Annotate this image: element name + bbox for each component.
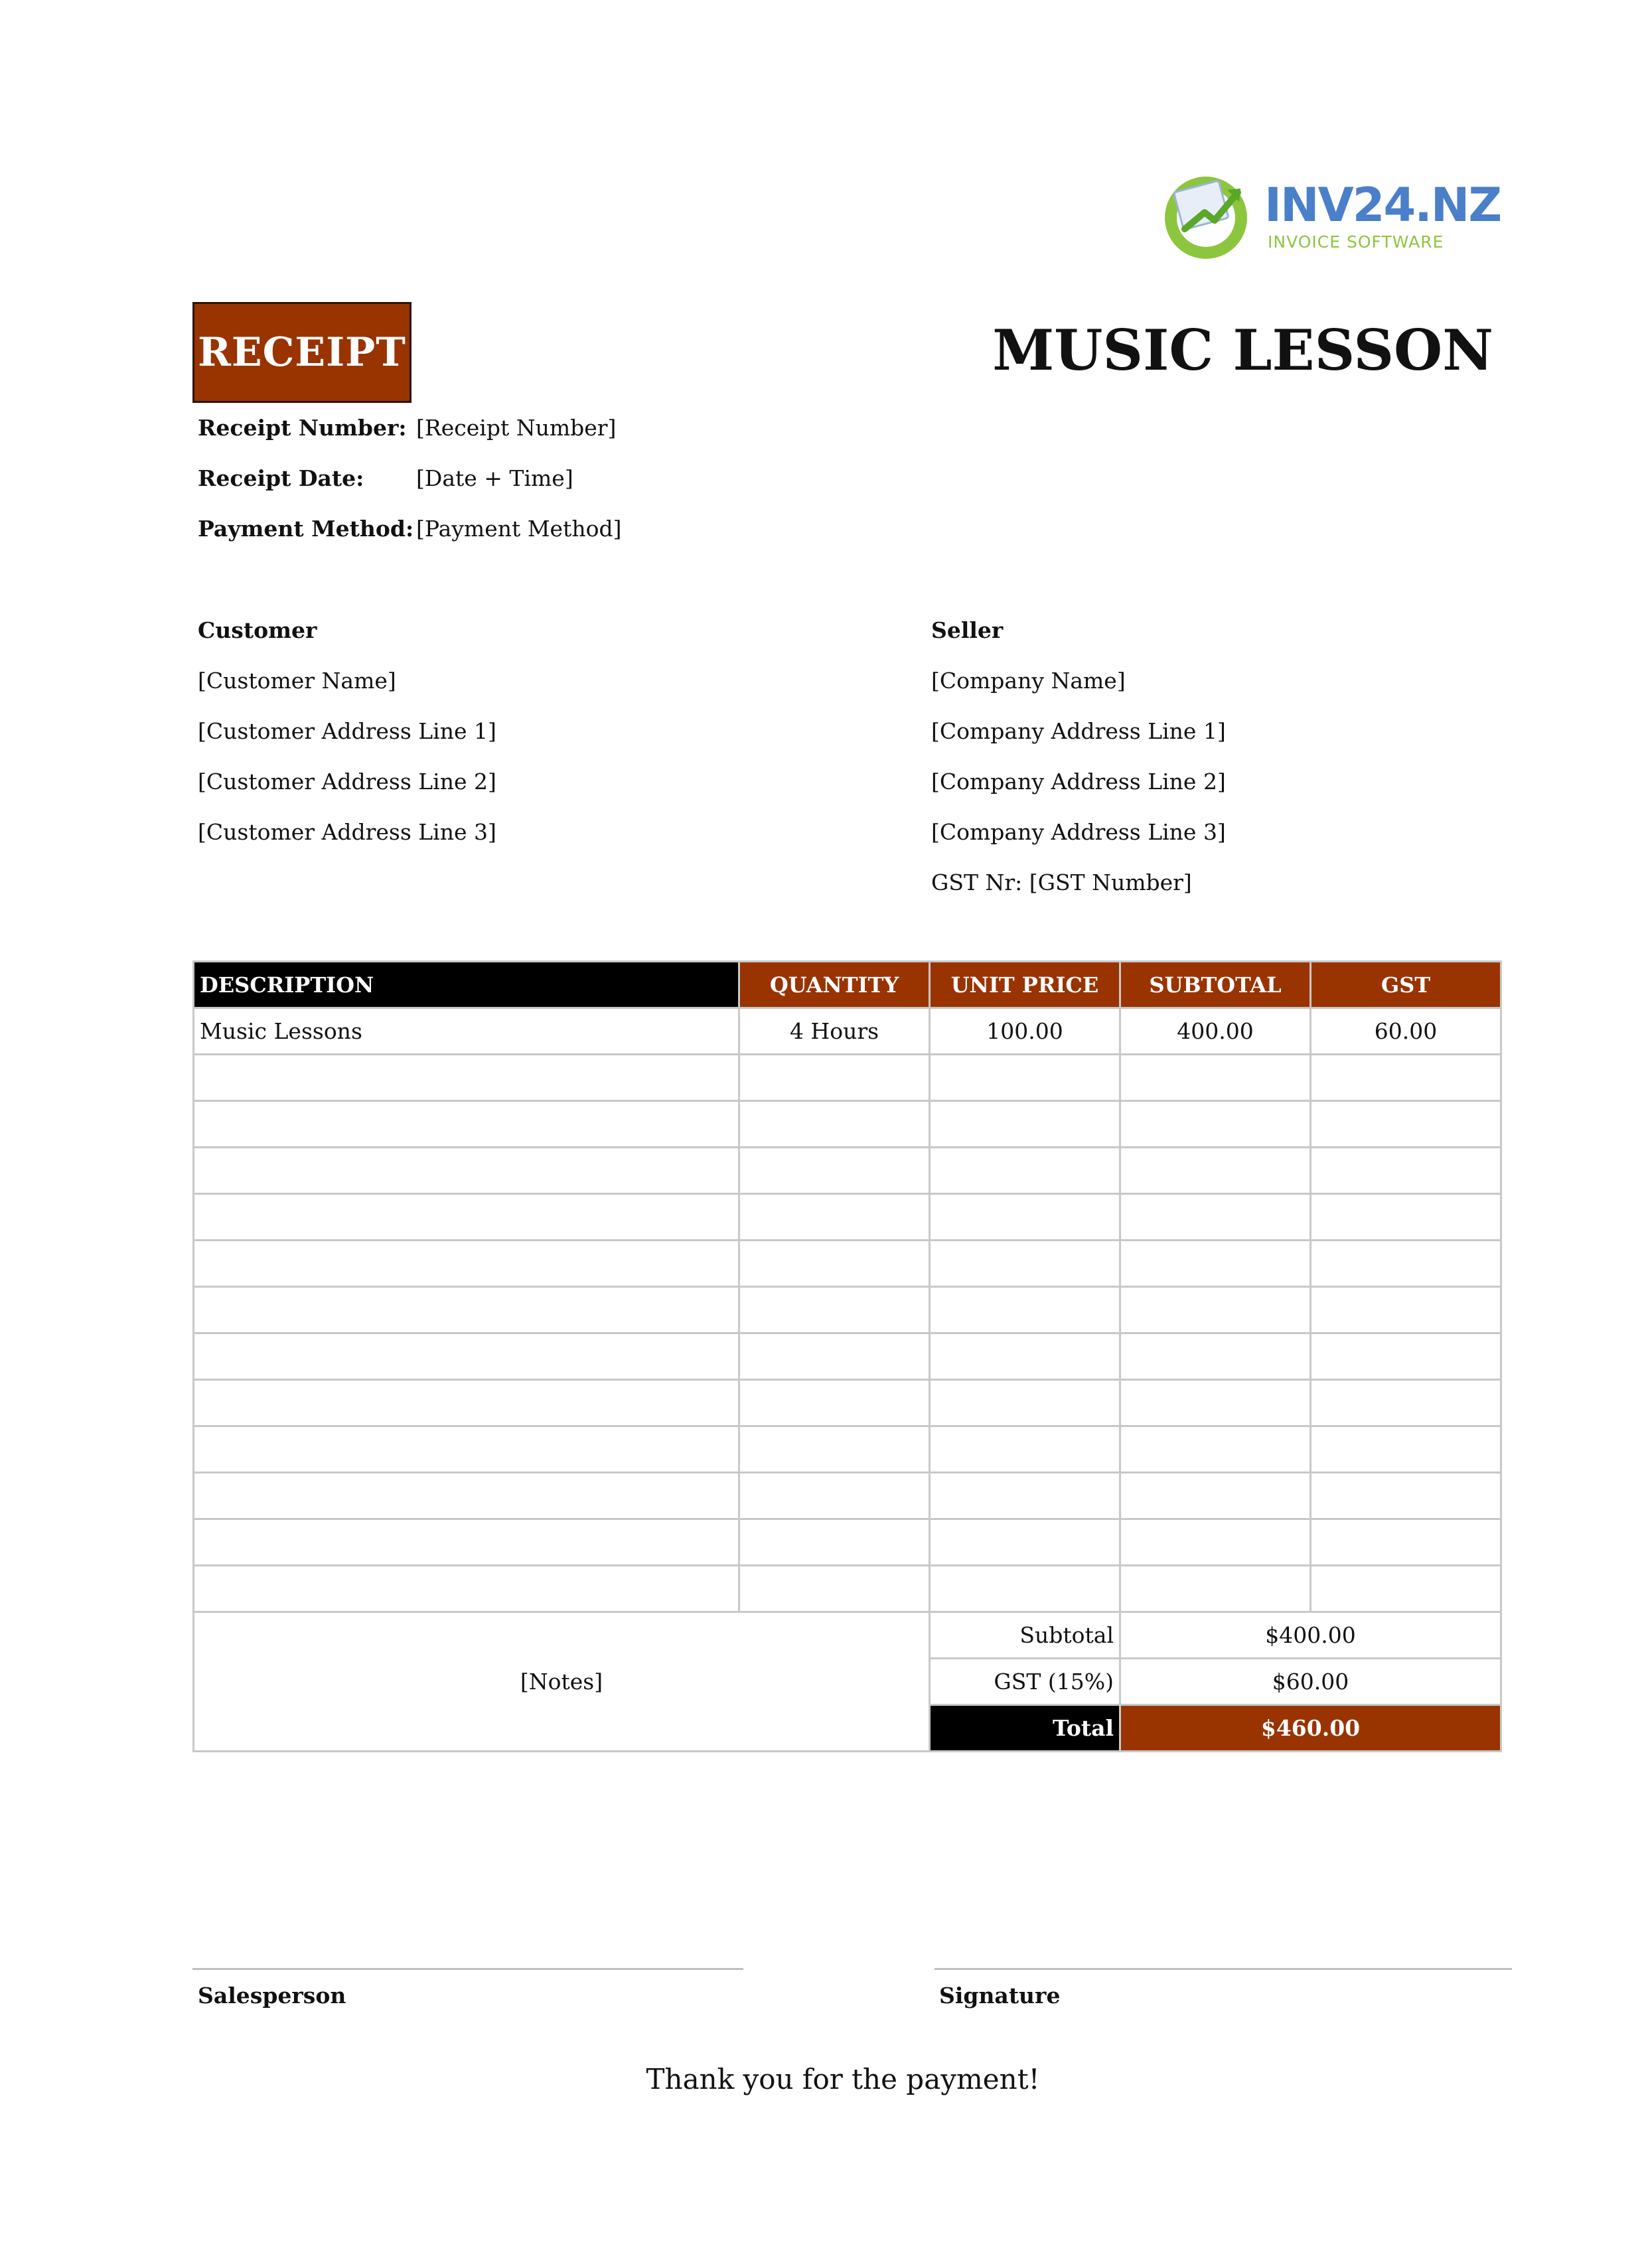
empty-table-row — [194, 1333, 1501, 1380]
receipt-date-value: [Date + Time] — [416, 465, 573, 491]
column-header-quantity: QUANTITY — [739, 962, 930, 1008]
receipt-number-label: Receipt Number: — [198, 415, 407, 441]
empty-table-row — [194, 1566, 1501, 1612]
empty-table-row — [194, 1241, 1501, 1287]
salesperson-label: Salesperson — [198, 1983, 346, 2008]
items-table — [192, 960, 1502, 1752]
column-header-description: DESCRIPTION — [194, 962, 739, 1008]
logo-tagline: INVOICE SOFTWARE — [1268, 232, 1444, 252]
company-name: [Company Name] — [931, 668, 1126, 694]
table-header-row — [194, 962, 1501, 1008]
company-address-line-1: [Company Address Line 1] — [931, 718, 1226, 744]
customer-name: [Customer Name] — [198, 668, 396, 694]
cell-unit-price[interactable]: 100.00 — [930, 1008, 1120, 1055]
receipt-badge-label: RECEIPT — [198, 329, 406, 376]
empty-table-row — [194, 1473, 1501, 1519]
table-row — [194, 1008, 1501, 1055]
empty-table-row — [194, 1194, 1501, 1241]
thank-you-message: Thank you for the payment! — [646, 2063, 1040, 2095]
cell-description[interactable]: Music Lessons — [194, 1008, 739, 1055]
company-address-line-3: [Company Address Line 3] — [931, 819, 1226, 845]
seller-heading: Seller — [931, 617, 1004, 643]
receipt-number-value: [Receipt Number] — [416, 415, 617, 441]
logo-emblem-icon — [1158, 166, 1258, 265]
subtotal-label: Subtotal — [930, 1612, 1120, 1659]
empty-table-row — [194, 1380, 1501, 1426]
cell-quantity[interactable]: 4 Hours — [739, 1008, 930, 1055]
column-header-subtotal: SUBTOTAL — [1120, 962, 1311, 1008]
receipt-date-label: Receipt Date: — [198, 465, 364, 491]
gst-label: GST (15%) — [930, 1659, 1120, 1705]
customer-signature-line — [935, 1968, 1512, 1970]
empty-table-row — [194, 1287, 1501, 1333]
total-value: $460.00 — [1120, 1705, 1501, 1752]
column-header-gst: GST — [1311, 962, 1501, 1008]
customer-heading: Customer — [198, 617, 317, 643]
cell-gst[interactable]: 60.00 — [1311, 1008, 1501, 1055]
payment-method-label: Payment Method: — [198, 516, 414, 542]
subtotal-value: $400.00 — [1120, 1612, 1501, 1659]
logo-brand: INV24.NZ — [1264, 178, 1501, 232]
document-title: MUSIC LESSON — [992, 317, 1493, 383]
gst-number: GST Nr: [GST Number] — [931, 869, 1192, 895]
empty-table-row — [194, 1426, 1501, 1473]
notes-cell[interactable]: [Notes] — [194, 1612, 930, 1752]
cell-subtotal[interactable]: 400.00 — [1120, 1008, 1311, 1055]
subtotal-row — [194, 1612, 1501, 1659]
empty-table-row — [194, 1055, 1501, 1101]
customer-address-line-3: [Customer Address Line 3] — [198, 819, 496, 845]
signature-label: Signature — [939, 1983, 1061, 2008]
salesperson-signature-line — [192, 1968, 743, 1970]
receipt-badge — [192, 302, 412, 403]
company-address-line-2: [Company Address Line 2] — [931, 769, 1226, 794]
customer-address-line-2: [Customer Address Line 2] — [198, 769, 496, 794]
payment-method-value: [Payment Method] — [416, 516, 622, 542]
empty-table-row — [194, 1101, 1501, 1148]
total-label: Total — [930, 1705, 1120, 1752]
empty-table-row — [194, 1519, 1501, 1566]
empty-table-row — [194, 1148, 1501, 1194]
gst-value: $60.00 — [1120, 1659, 1501, 1705]
column-header-unit-price: UNIT PRICE — [930, 962, 1120, 1008]
customer-address-line-1: [Customer Address Line 1] — [198, 718, 496, 744]
